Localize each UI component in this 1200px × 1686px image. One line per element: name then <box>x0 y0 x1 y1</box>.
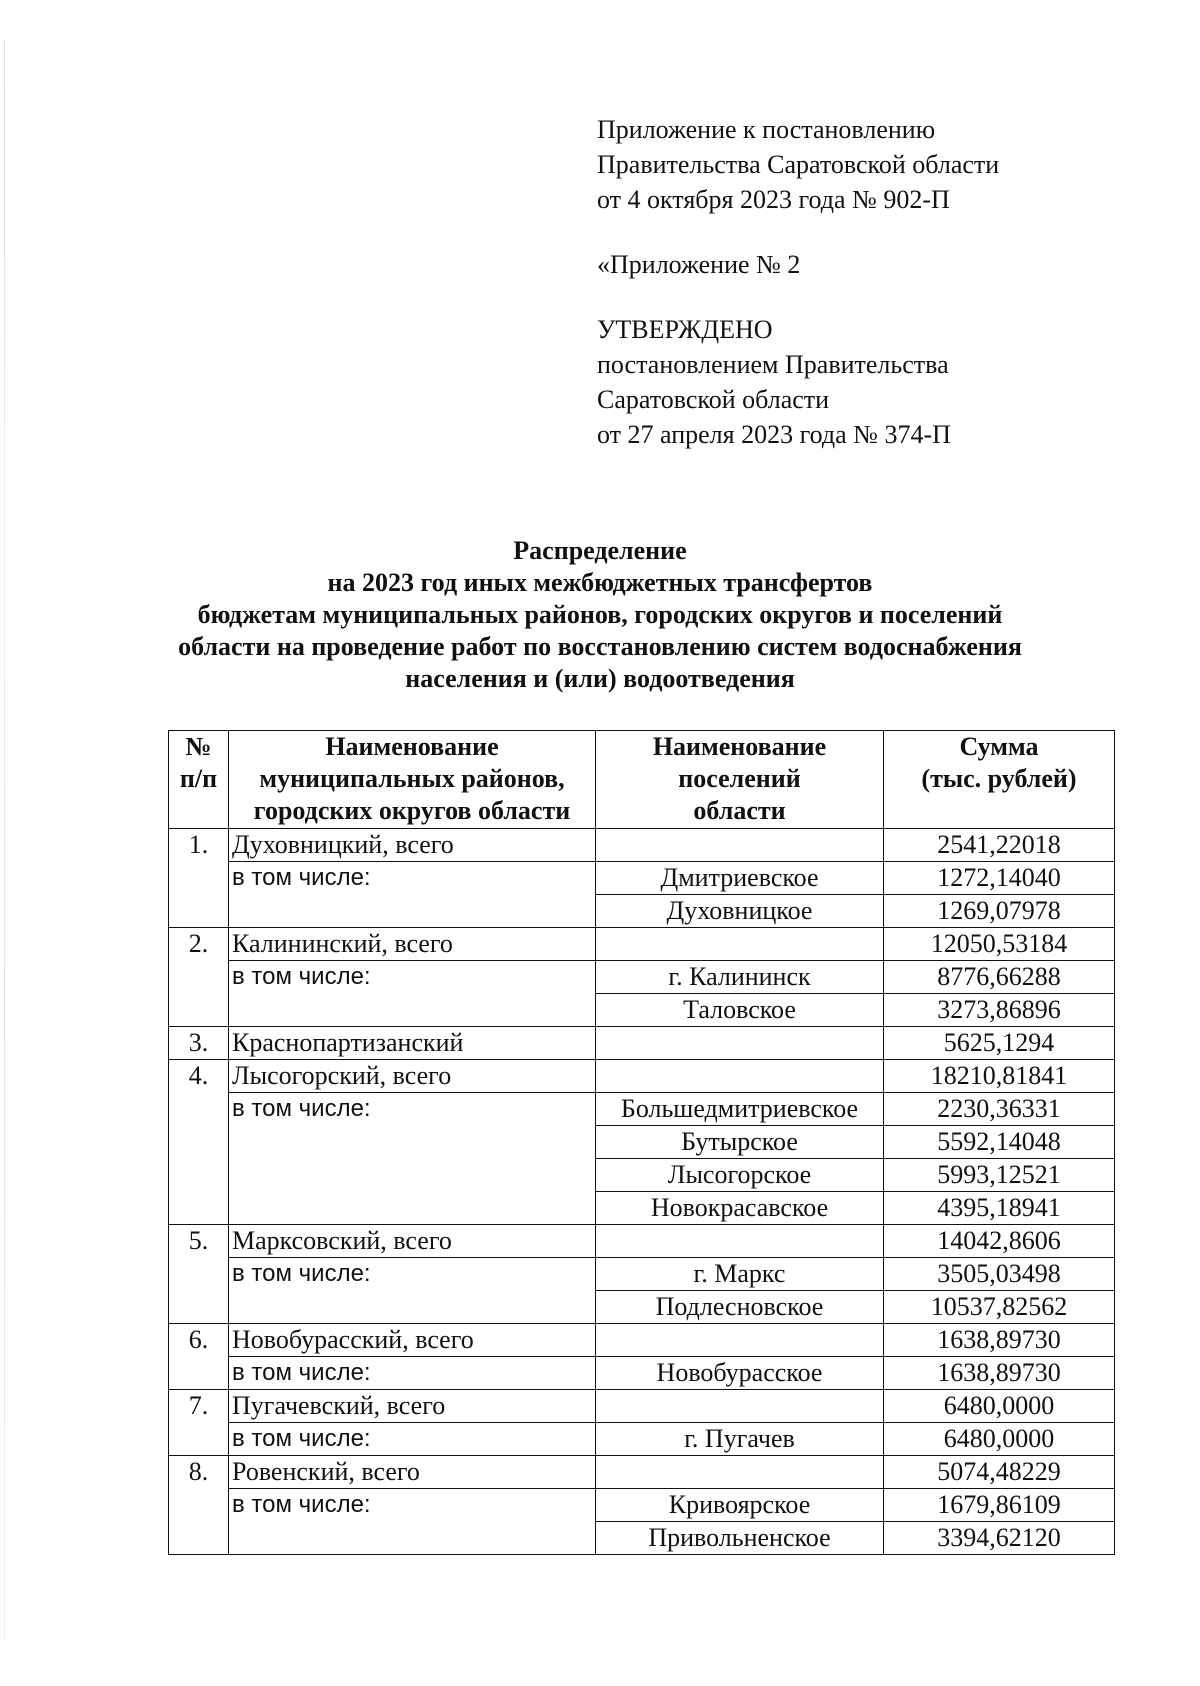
row-number: 7. <box>169 1390 229 1456</box>
header-settlement: Наименование поселений области <box>596 731 884 829</box>
settlement-name: Большедмитриевское <box>596 1093 884 1126</box>
settlement-name: г. Маркс <box>596 1258 884 1291</box>
header-num: № п/п <box>169 731 229 829</box>
including-note: в том числе: <box>229 1357 596 1390</box>
header-line: от 4 октября 2023 года № 902-П <box>597 185 950 214</box>
approved-stamp: УТВЕРЖДЕНО <box>597 315 773 344</box>
district-total-amount: 18210,81841 <box>884 1060 1115 1093</box>
settlement-empty <box>596 928 884 961</box>
settlement-name: Лысогорское <box>596 1159 884 1192</box>
settlement-name: Таловское <box>596 994 884 1027</box>
table-body <box>169 829 1115 1555</box>
document-title <box>130 535 1070 695</box>
appendix-header <box>597 112 1157 452</box>
settlement-name: г. Пугачев <box>596 1423 884 1456</box>
district-total-row <box>169 829 1115 862</box>
row-number: 2. <box>169 928 229 1027</box>
settlement-amount: 1679,86109 <box>884 1489 1115 1522</box>
settlement-amount: 2230,36331 <box>884 1093 1115 1126</box>
district-total-row <box>169 1456 1115 1489</box>
district-name: Калининский, всего <box>229 928 596 961</box>
settlement-row <box>169 961 1115 994</box>
settlement-amount: 3394,62120 <box>884 1522 1115 1555</box>
settlement-row <box>169 1357 1115 1390</box>
district-total-row <box>169 1390 1115 1423</box>
including-note: в том числе: <box>229 961 596 1027</box>
settlement-amount: 1269,07978 <box>884 895 1115 928</box>
settlement-name: Духовницкое <box>596 895 884 928</box>
settlement-amount: 3505,03498 <box>884 1258 1115 1291</box>
district-total-amount: 1638,89730 <box>884 1324 1115 1357</box>
approved-line: Саратовской области <box>597 385 830 414</box>
row-number: 1. <box>169 829 229 928</box>
including-note: в том числе: <box>229 862 596 928</box>
settlement-empty <box>596 1456 884 1489</box>
table-header-row <box>169 731 1115 829</box>
district-name: Духовницкий, всего <box>229 829 596 862</box>
appendix-number: «Приложение № 2 <box>597 250 801 279</box>
settlement-name: Дмитриевское <box>596 862 884 895</box>
settlement-amount: 8776,66288 <box>884 961 1115 994</box>
settlement-amount: 3273,86896 <box>884 994 1115 1027</box>
district-total-row <box>169 1060 1115 1093</box>
district-total-amount: 12050,53184 <box>884 928 1115 961</box>
district-total-row <box>169 928 1115 961</box>
row-number: 3. <box>169 1027 229 1060</box>
settlement-name: Новобурасское <box>596 1357 884 1390</box>
district-total-amount: 5074,48229 <box>884 1456 1115 1489</box>
district-total-row <box>169 1027 1115 1060</box>
settlement-amount: 10537,82562 <box>884 1291 1115 1324</box>
settlement-name: г. Калининск <box>596 961 884 994</box>
header-amount: Сумма (тыс. рублей) <box>884 731 1115 829</box>
district-name: Пугачевский, всего <box>229 1390 596 1423</box>
including-note: в том числе: <box>229 1093 596 1225</box>
settlement-name: Подлесновское <box>596 1291 884 1324</box>
settlement-amount: 6480,0000 <box>884 1423 1115 1456</box>
district-total-amount: 6480,0000 <box>884 1390 1115 1423</box>
row-number: 5. <box>169 1225 229 1324</box>
approved-line: постановлением Правительства <box>597 350 949 379</box>
header-line: Приложение к постановлению <box>597 115 936 144</box>
settlement-amount: 5592,14048 <box>884 1126 1115 1159</box>
settlement-row <box>169 1489 1115 1522</box>
settlement-empty <box>596 1060 884 1093</box>
settlement-empty <box>596 1027 884 1060</box>
settlement-row <box>169 1423 1115 1456</box>
settlement-amount: 1638,89730 <box>884 1357 1115 1390</box>
settlement-empty <box>596 829 884 862</box>
settlement-empty <box>596 1225 884 1258</box>
header-line: Правительства Саратовской области <box>597 150 1000 179</box>
including-note: в том числе: <box>229 1489 596 1555</box>
row-number: 4. <box>169 1060 229 1225</box>
settlement-row <box>169 1258 1115 1291</box>
distribution-table <box>168 730 1115 1555</box>
settlement-name: Кривоярское <box>596 1489 884 1522</box>
district-total-amount: 2541,22018 <box>884 829 1115 862</box>
including-note: в том числе: <box>229 1258 596 1324</box>
settlement-name: Бутырское <box>596 1126 884 1159</box>
including-note: в том числе: <box>229 1423 596 1456</box>
approved-line: от 27 апреля 2023 года № 374-П <box>597 420 951 449</box>
settlement-row <box>169 862 1115 895</box>
scan-edge-artifact <box>4 40 5 1640</box>
row-number: 8. <box>169 1456 229 1555</box>
settlement-empty <box>596 1390 884 1423</box>
settlement-name: Привольненское <box>596 1522 884 1555</box>
title-line: области на проведение работ по восстановлению систем водоснабжения <box>178 632 1022 661</box>
title-line: бюджетам муниципальных районов, городских округов и поселений <box>197 600 1003 629</box>
row-number: 6. <box>169 1324 229 1390</box>
district-total-amount: 5625,1294 <box>884 1027 1115 1060</box>
title-line: Распределение <box>513 536 687 565</box>
title-line: на 2023 год иных межбюджетных трансфертов <box>327 568 873 597</box>
settlement-row <box>169 1093 1115 1126</box>
district-total-amount: 14042,8606 <box>884 1225 1115 1258</box>
district-name: Новобурасский, всего <box>229 1324 596 1357</box>
header-district: Наименование муниципальных районов, городских округов области <box>229 731 596 829</box>
district-name: Ровенский, всего <box>229 1456 596 1489</box>
district-total-row <box>169 1225 1115 1258</box>
settlement-name: Новокрасавское <box>596 1192 884 1225</box>
settlement-empty <box>596 1324 884 1357</box>
district-name: Марксовский, всего <box>229 1225 596 1258</box>
district-name: Краснопартизанский <box>229 1027 596 1060</box>
title-line: населения и (или) водоотведения <box>405 664 795 693</box>
district-total-row <box>169 1324 1115 1357</box>
district-name: Лысогорский, всего <box>229 1060 596 1093</box>
settlement-amount: 5993,12521 <box>884 1159 1115 1192</box>
settlement-amount: 1272,14040 <box>884 862 1115 895</box>
settlement-amount: 4395,18941 <box>884 1192 1115 1225</box>
